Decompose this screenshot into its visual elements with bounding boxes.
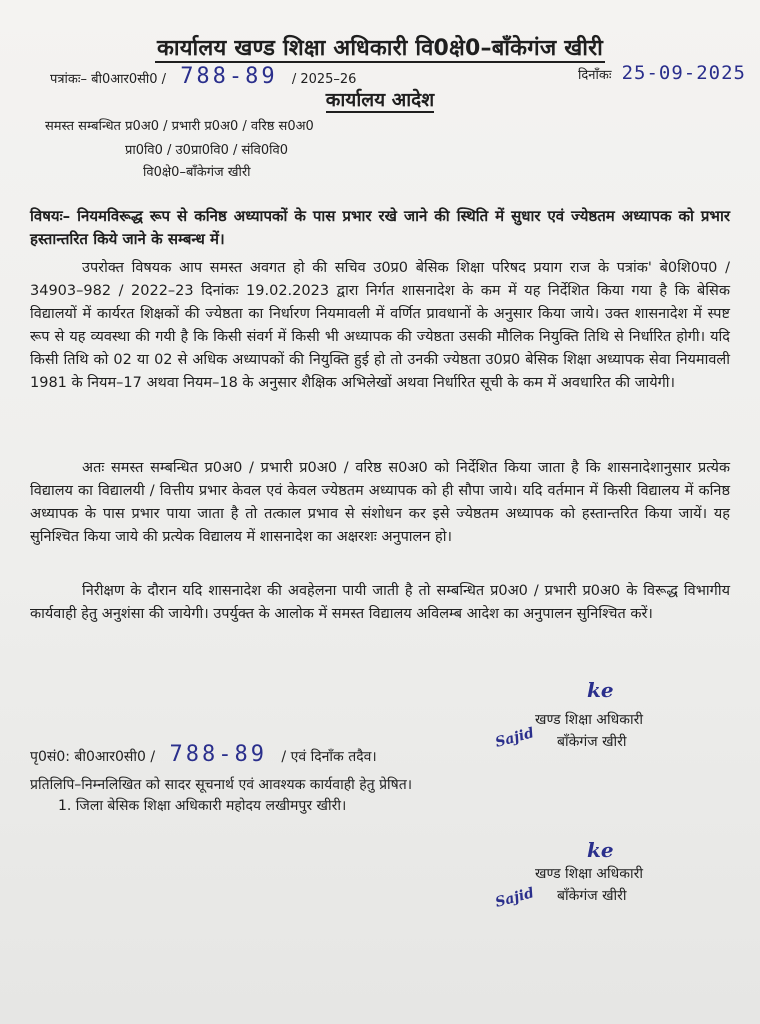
paragraph: अतः समस्त सम्बन्धित प्र0अ0 / प्रभारी प्र0अ0 / वरिष्ठ स0अ0 को निर्देशित किया जाता है कि शासनादेशानुसार प्रत्येक विद्यालय का विद्यालयी / वित्तीय प्रभार केवल एवं केवल ज्येष्ठतम अध्यापक को ही सौपा जाये। यदि वर्तमान में किसी विद्यालय में कनिष्ठ अध्यापक के पास प्रभार पाया जाता है तो तत्काल प्रभाव से संशोधन कर इसे ज्येष्ठतम अध्यापक को हस्तान्तरित किया जायें। यह सुनिश्चित किया जाये की प्रत्येक विद्यालय में शासनादेश का अक्षरशः अनुपालन हो।	[30, 460, 730, 545]
signature-block	[495, 680, 725, 760]
copy-ref-suffix: / एवं दिनाँक तदैव।	[281, 749, 377, 765]
paragraph: निरीक्षण के दौरान यदि शासनादेश की अवहेलना पायी जाती है तो सम्बन्धित प्र0अ0 / प्रभारी प्र0अ0 के विरूद्ध विभागीय कार्यवाही हेतु अनुशंसा की जायेगी। उपर्युक्त के आलोक में समस्त विद्यालय अविलम्ब आदेश का अनुपालन सुनिश्चित करें।	[30, 583, 730, 622]
office-title: कार्यालय खण्ड शिक्षा अधिकारी वि0क्षे0–बाँकेगंज खीरी	[156, 36, 604, 61]
signature-scrawl: Sajid	[493, 885, 536, 911]
signature-initials: ke	[587, 678, 614, 702]
ref-suffix: / 2025–26	[291, 72, 357, 87]
copy-reference-line	[30, 742, 377, 767]
addressee-line: वि0क्षे0–बाँकेगंज खीरी	[143, 165, 251, 180]
addressee-line: प्रा0वि0 / उ0प्रा0वि0 / संवि0वि0	[125, 143, 289, 158]
subject: विषयः– नियमविरूद्ध रूप से कनिष्ठ अध्यापकों के पास प्रभार रखे जाने की स्थिति में सुधार एवं ज्येष्ठतम अध्यापक को प्रभार हस्तान्तरित किये जाने के सम्बन्ध में।	[30, 207, 730, 248]
signatory-location: बाँकेगंज खीरी	[557, 888, 627, 904]
copy-recipient: 1. जिला बेसिक शिक्षा अधिकारी महोदय लखीमपुर खीरी।	[58, 798, 347, 814]
paragraph: उपरोक्त विषयक आप समस्त अवगत हो की सचिव उ0प्र0 बेसिक शिक्षा परिषद प्रयाग राज के पत्रांक' बे0शि0प0 / 34903–982 / 2022–23 दिनांकः 19.02.2023 द्वारा निर्गत शासनादेश के कम में यह निर्देशित किया गया है कि बेसिक विद्यालयों में कार्यरत शिक्षकों की ज्येष्ठता का निर्धारण नियमावली में वर्णित प्रावधानों के अनुसार किया जाये। उक्त शासनादेश में स्पष्ट रूप से यह व्यवस्था की गयी है कि किसी संवर्ग में किसी भी अध्यापक की ज्येष्ठता उसकी मौलिक नियुक्ति तिथि से निर्धारित होगी। यदि किसी तिथि को 02 या 02 से अधिक अध्यापकों की नियुक्ति हुई हो तो उनकी ज्येष्ठता उ0प्र0 बेसिक शिक्षा अध्यापक सेवा नियमावली 1981 के नियम–17 अथवा नियम–18 के अनुसार शैक्षिक अभिलेखों अथवा निर्धारित सूची के कम में अवधारित की जायेगी।	[30, 260, 730, 391]
signature-block	[495, 840, 725, 920]
date-label: दिनाँकः	[578, 68, 612, 83]
ref-prefix: पत्रांकः– बी0आर0सी0 /	[50, 72, 167, 87]
office-order-heading: कार्यालय आदेश	[325, 89, 435, 111]
signature-initials: ke	[587, 838, 614, 862]
date-handwritten: 25-09-2025	[621, 62, 746, 84]
date-line	[578, 62, 746, 84]
copy-ref-number-handwritten: 788-89	[169, 742, 267, 767]
copy-ref-prefix: पृ0सं0: बी0आर0सी0 /	[30, 749, 156, 765]
ref-number-handwritten: 788-89	[180, 64, 278, 89]
copy-intro: प्रतिलिपि–निम्नलिखित को सादर सूचनार्थ एवं आवश्यक कार्यवाही हेतु प्रेषित।	[30, 777, 413, 793]
signatory-designation: खण्ड शिक्षा अधिकारी	[535, 712, 643, 728]
signatory-location: बाँकेगंज खीरी	[557, 734, 627, 750]
addressee-line: समस्त सम्बन्धित प्र0अ0 / प्रभारी प्र0अ0 / वरिष्ठ स0अ0	[45, 119, 314, 134]
signatory-designation: खण्ड शिक्षा अधिकारी	[535, 866, 643, 882]
signature-scrawl: Sajid	[493, 725, 536, 751]
